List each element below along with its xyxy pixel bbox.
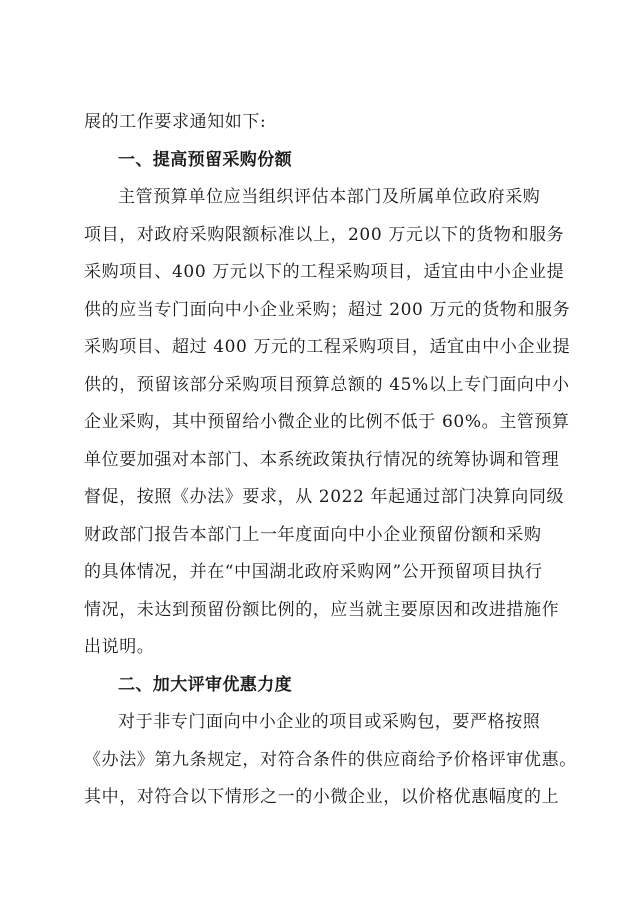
section-heading-2: 二、加大评审优惠力度 xyxy=(118,675,292,695)
paragraph-line: 供的应当专门面向中小企业采购；超过 200 万元的货物和服务 xyxy=(84,300,571,320)
paragraph-line: 情况，未达到预留份额比例的，应当就主要原因和改进措施作 xyxy=(84,600,560,620)
paragraph-line: 项目，对政府采购限额标准以上，200 万元以下的货物和服务 xyxy=(84,225,565,245)
paragraph-line: 其中，对符合以下情形之一的小微企业，以价格优惠幅度的上 xyxy=(84,787,560,807)
paragraph-line: 企业采购，其中预留给小微企业的比例不低于 60%。主管预算 xyxy=(84,412,570,432)
paragraph-line: 供的，预留该部分采购项目预算总额的 45%以上专门面向中小 xyxy=(84,375,570,395)
paragraph-line: 督促，按照《办法》要求，从 2022 年起通过部门决算向同级 xyxy=(84,487,565,507)
section-heading-1: 一、提高预留采购份额 xyxy=(118,150,292,170)
paragraph-continuation: 展的工作要求通知如下: xyxy=(84,112,267,132)
paragraph-line: 《办法》第九条规定，对符合条件的供应商给予价格评审优惠。 xyxy=(84,750,577,770)
paragraph-line: 出说明。 xyxy=(84,637,155,657)
paragraph-line: 对于非专门面向中小企业的项目或采购包，要严格按照 xyxy=(118,712,541,732)
paragraph-line: 的具体情况，并在“中国湖北政府采购网”公开预留项目执行 xyxy=(84,562,543,582)
paragraph-line: 采购项目、400 万元以下的工程采购项目，适宜由中小企业提 xyxy=(84,262,565,282)
paragraph-line: 采购项目、超过 400 万元的工程采购项目，适宜由中小企业提 xyxy=(84,337,571,357)
paragraph-line: 单位要加强对本部门、本系统政策执行情况的统筹协调和管理 xyxy=(84,450,560,470)
paragraph-line: 财政部门报告本部门上一年度面向中小企业预留份额和采购 xyxy=(84,525,542,545)
paragraph-line: 主管预算单位应当组织评估本部门及所属单位政府采购 xyxy=(118,187,541,207)
